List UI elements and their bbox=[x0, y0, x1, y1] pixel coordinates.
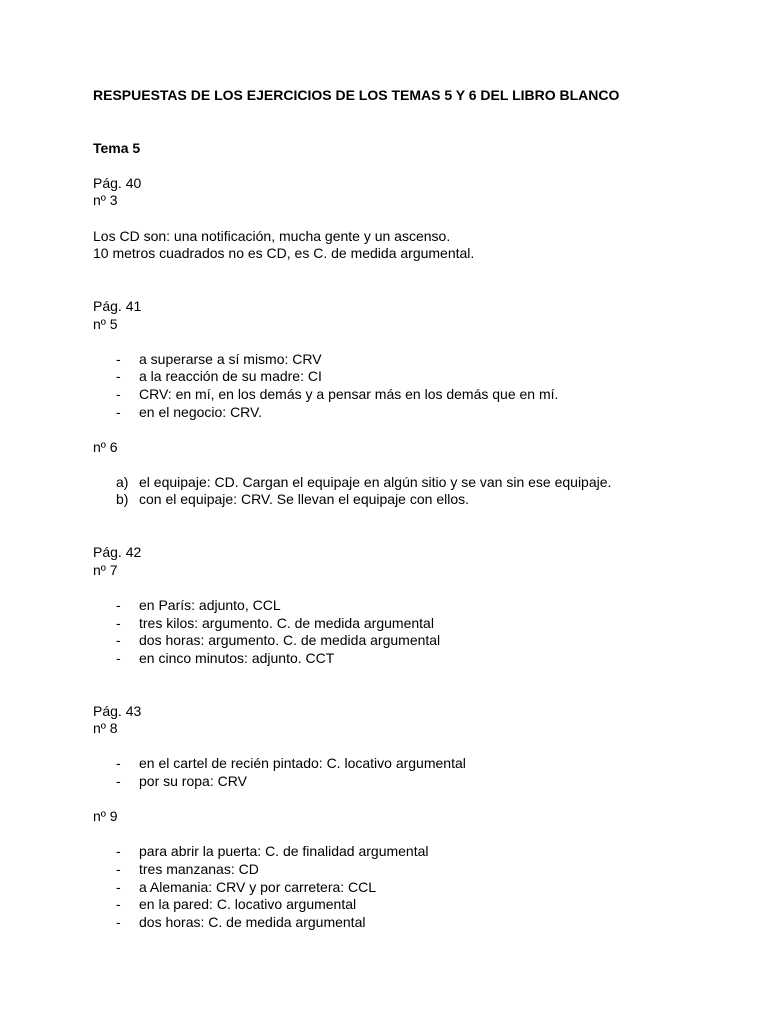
section-page-42 bbox=[93, 544, 713, 667]
exercise-number: nº 5 bbox=[93, 315, 118, 332]
list-item: - en la pared: C. locativo argumental bbox=[116, 896, 357, 913]
exercise-number: nº 7 bbox=[93, 561, 118, 578]
answer-text: 10 metros cuadrados no es CD, es C. de medida argumental. bbox=[93, 245, 475, 262]
section-page-40 bbox=[93, 175, 713, 263]
answer-list bbox=[93, 597, 713, 667]
list-dash: - bbox=[116, 403, 121, 420]
list-dash: - bbox=[116, 755, 121, 772]
list-dash: - bbox=[116, 632, 121, 649]
list-dash: - bbox=[116, 597, 121, 614]
list-dash: - bbox=[116, 878, 121, 895]
page-reference: Pág. 40 bbox=[93, 174, 142, 191]
list-dash: - bbox=[116, 896, 121, 913]
list-item: - en cinco minutos: adjunto. CCT bbox=[116, 649, 335, 666]
list-item: - a superarse a sí mismo: CRV bbox=[116, 350, 322, 367]
list-dash: - bbox=[116, 385, 121, 402]
page-reference: Pág. 41 bbox=[93, 297, 142, 314]
list-item: - tres manzanas: CD bbox=[116, 860, 259, 877]
list-dash: - bbox=[116, 772, 121, 789]
exercise-number: nº 8 bbox=[93, 720, 118, 737]
answer-list bbox=[93, 351, 713, 421]
list-item: - tres kilos: argumento. C. de medida argumental bbox=[116, 614, 434, 631]
exercise-number: nº 9 bbox=[93, 808, 118, 825]
answer-list bbox=[93, 474, 713, 509]
page-reference: Pág. 43 bbox=[93, 702, 142, 719]
list-item: - a la reacción de su madre: CI bbox=[116, 368, 322, 385]
list-dash: - bbox=[116, 368, 121, 385]
section-page-41 bbox=[93, 298, 713, 509]
list-dash: - bbox=[116, 649, 121, 666]
list-item: - por su ropa: CRV bbox=[116, 772, 247, 789]
topic-heading: Tema 5 bbox=[93, 139, 141, 156]
list-item: - en el negocio: CRV. bbox=[116, 403, 262, 420]
document-title: RESPUESTAS DE LOS EJERCICIOS DE LOS TEMAS 5 Y 6 DEL LIBRO BLANCO bbox=[93, 87, 620, 103]
answer-list bbox=[93, 755, 713, 790]
list-dash: - bbox=[116, 350, 121, 367]
list-item: - para abrir la puerta: C. de finalidad argumental bbox=[116, 843, 429, 860]
list-item: b) con el equipaje: CRV. Se llevan el equipaje con ellos. bbox=[116, 491, 470, 508]
answer-list bbox=[93, 843, 713, 931]
list-letter: a) bbox=[116, 473, 129, 490]
answer-text: Los CD son: una notificación, mucha gente y un ascenso. bbox=[93, 227, 451, 244]
list-letter: b) bbox=[116, 491, 129, 508]
list-item: - a Alemania: CRV y por carretera: CCL bbox=[116, 878, 377, 895]
list-item: - dos horas: argumento. C. de medida argumental bbox=[116, 632, 441, 649]
list-dash: - bbox=[116, 913, 121, 930]
list-dash: - bbox=[116, 614, 121, 631]
document-page bbox=[93, 87, 713, 931]
page-reference: Pág. 42 bbox=[93, 544, 142, 561]
list-item: - en el cartel de recién pintado: C. locativo argumental bbox=[116, 755, 466, 772]
list-item: - dos horas: C. de medida argumental bbox=[116, 913, 366, 930]
list-dash: - bbox=[116, 860, 121, 877]
section-page-43 bbox=[93, 703, 713, 932]
list-item: - en París: adjunto, CCL bbox=[116, 597, 281, 614]
list-dash: - bbox=[116, 843, 121, 860]
list-item: a) el equipaje: CD. Cargan el equipaje en algún sitio y se van sin ese equipaje. bbox=[116, 473, 612, 490]
exercise-number: nº 6 bbox=[93, 438, 118, 455]
list-item: - CRV: en mí, en los demás y a pensar más en los demás que en mí. bbox=[116, 385, 559, 402]
exercise-number: nº 3 bbox=[93, 192, 118, 209]
